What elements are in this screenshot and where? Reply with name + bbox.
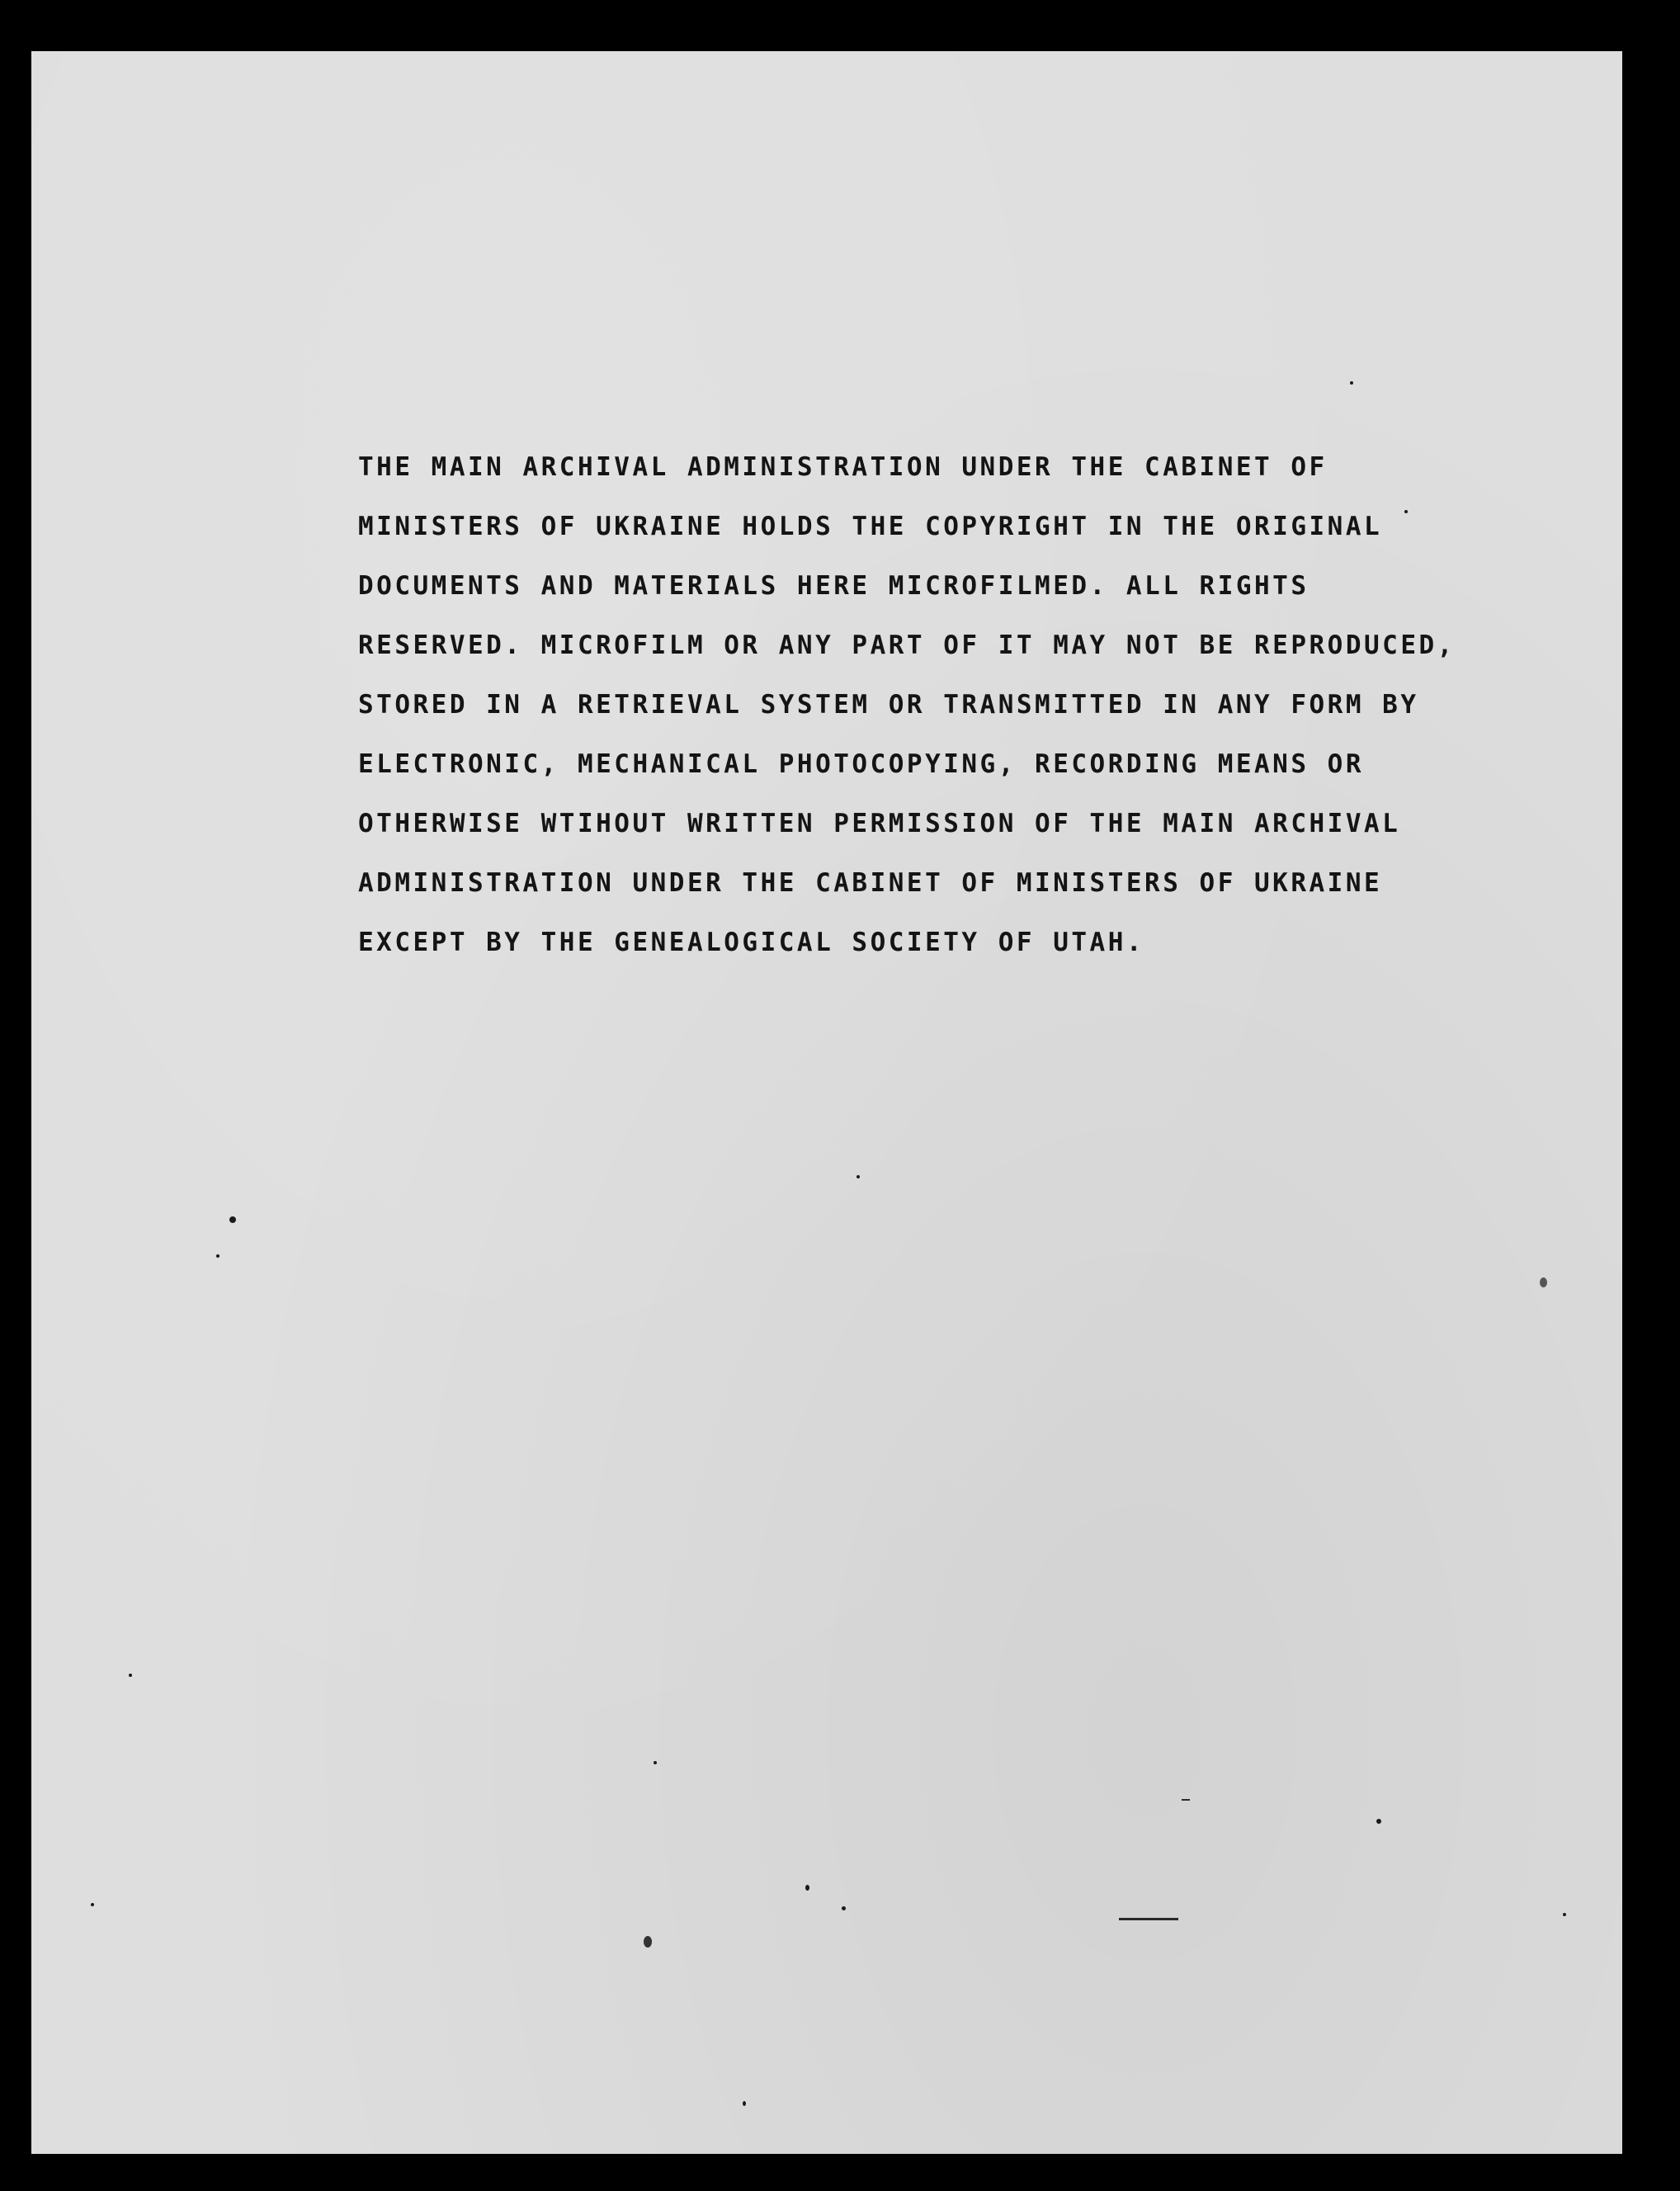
dust-speck — [842, 1906, 846, 1910]
dust-speck — [229, 1216, 236, 1223]
copyright-notice — [358, 437, 1530, 972]
notice-line: OTHERWISE WTIHOUT WRITTEN PERMISSION OF THE MAIN ARCHIVAL — [358, 809, 1401, 838]
document-page — [31, 51, 1622, 2154]
dust-speck — [654, 1761, 657, 1764]
dust-speck — [216, 1254, 219, 1258]
dust-speck — [91, 1903, 94, 1906]
dust-speck — [1404, 510, 1408, 513]
dust-speck — [1376, 1819, 1381, 1824]
notice-line: THE MAIN ARCHIVAL ADMINISTRATION UNDER THE CABINET OF — [358, 452, 1328, 482]
dust-speck — [644, 1936, 652, 1948]
dust-speck — [1350, 381, 1353, 385]
notice-line: DOCUMENTS AND MATERIALS HERE MICROFILMED. ALL RIGHTS — [358, 571, 1310, 601]
dust-speck — [1563, 1913, 1566, 1916]
notice-line: EXCEPT BY THE GENEALOGICAL SOCIETY OF UTAH. — [358, 928, 1145, 957]
notice-line: MINISTERS OF UKRAINE HOLDS THE COPYRIGHT IN THE ORIGINAL — [358, 512, 1383, 541]
notice-line: ELECTRONIC, MECHANICAL PHOTOCOPYING, RECORDING MEANS OR — [358, 749, 1364, 779]
notice-line: STORED IN A RETRIEVAL SYSTEM OR TRANSMITTED IN ANY FORM BY — [358, 690, 1419, 720]
scan-mark — [1119, 1918, 1178, 1920]
dust-speck — [805, 1885, 809, 1891]
dust-speck — [857, 1175, 860, 1178]
dust-speck — [129, 1674, 132, 1677]
scan-mark — [1182, 1799, 1190, 1801]
notice-line: ADMINISTRATION UNDER THE CABINET OF MINISTERS OF UKRAINE — [358, 868, 1383, 898]
dust-speck — [743, 2101, 746, 2106]
dust-speck — [1540, 1277, 1547, 1287]
notice-line: RESERVED. MICROFILM OR ANY PART OF IT MAY NOT BE REPRODUCED, — [358, 630, 1456, 660]
